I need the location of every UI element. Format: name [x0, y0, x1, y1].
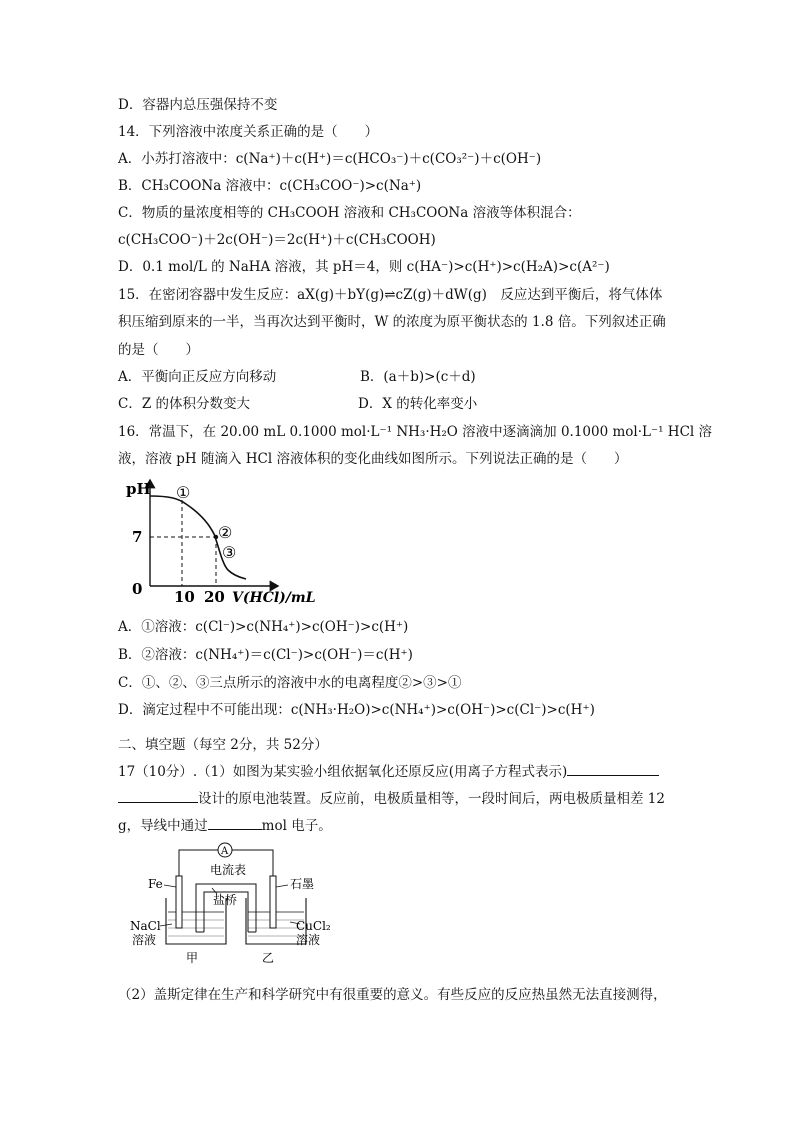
point-1-label: ① — [176, 483, 191, 502]
q16-option-a: A．①溶液：c(Cl⁻)>c(NH₄⁺)>c(OH⁻)>c(H⁺) — [118, 619, 409, 635]
x-tick-10: 10 — [174, 588, 195, 606]
q15-option-b: B．(a＋b)>(c＋d) — [360, 369, 476, 385]
q17-line2-text: 设计的原电池装置。反应前，电极质量相等，一段时间后，两电极质量相差 12 — [198, 791, 665, 807]
q13-option-d: D．容器内总压强保持不变 — [118, 97, 278, 113]
q14-option-d: D．0.1 mol/L 的 NaHA 溶液，其 pH＝4，则 c(HA⁻)>c(H⁺)>c(H₂A)>c(A²⁻) — [118, 259, 610, 275]
q15-stem-line2: 积压缩到原来的一半，当再次达到平衡时，W 的浓度为原平衡状态的 1.8 倍。下列叙述正确 — [118, 314, 666, 330]
ammeter-label: 电流表 — [210, 863, 247, 877]
q17-line3 — [118, 815, 332, 836]
q16-option-b: B．②溶液：c(NH₄⁺)＝c(Cl⁻)>c(OH⁻)＝c(H⁺) — [118, 647, 413, 663]
left-beaker-label: 甲 — [186, 951, 199, 965]
left-solution-label-1: NaCl — [130, 919, 161, 933]
salt-bridge-label: 盐桥 — [213, 893, 238, 907]
origin-label: 0 — [132, 580, 143, 598]
q14-option-c-line1: C．物质的量浓度相等的 CH₃COOH 溶液和 CH₃COONa 溶液等体积混合： — [118, 205, 581, 221]
q16-option-c: C．①、②、③三点所示的溶液中水的电离程度②>③>① — [118, 675, 462, 691]
left-electrode-label: Fe — [148, 877, 163, 891]
right-solution-label-2: 溶液 — [296, 933, 321, 947]
titration-curve-figure — [118, 474, 338, 610]
right-solution-label-1: CuCl₂ — [296, 919, 331, 933]
q15-stem-line1: 15．在密闭容器中发生反应：aX(g)＋bY(g)⇌cZ(g)＋dW(g) 反应达到平衡后，将气体体 — [118, 287, 663, 303]
q17-line2 — [118, 788, 665, 809]
q14-option-b: B．CH₃COONa 溶液中：c(CH₃COO⁻)>c(Na⁺) — [118, 178, 422, 194]
q15-option-a: A．平衡向正反应方向移动 — [118, 369, 277, 385]
graphite-electrode — [270, 876, 276, 928]
fe-electrode — [176, 876, 182, 928]
point-3-label: ③ — [222, 543, 237, 562]
galvanic-cell-figure — [130, 840, 340, 968]
q17-line1 — [118, 761, 659, 782]
y-tick-7: 7 — [132, 528, 143, 546]
q16-option-d: D．滴定过程中不可能出现：c(NH₃·H₂O)>c(NH₄⁺)>c(OH⁻)>c(Cl⁻)>c(H⁺) — [118, 702, 595, 718]
q14-option-a: A．小苏打溶液中：c(Na⁺)＋c(H⁺)＝c(HCO₃⁻)＋c(CO₃²⁻)＋c(OH⁻) — [118, 151, 542, 167]
ammeter-symbol: A — [221, 846, 229, 857]
q15-option-c: C．Z 的体积分数变大 — [118, 396, 251, 412]
section-title: 二、填空题（每空 2分，共 52分） — [118, 737, 328, 753]
q15-stem-line3: 的是（ ） — [118, 342, 199, 358]
q17-answer-blank-2[interactable] — [208, 815, 262, 830]
q16-stem-line1: 16．常温下，在 20.00 mL 0.1000 mol·L⁻¹ NH₃·H₂O 溶液中逐滴滴加 0.1000 mol·L⁻¹ HCl 溶 — [118, 424, 713, 440]
q17-line1-text: 17（10分）.（1）如图为某实验小组依据氧化还原反应(用离子方程式表示) — [118, 764, 568, 780]
q17-line3-text-a: g，导线中通过 — [118, 818, 208, 834]
q14-stem: 14．下列溶液中浓度关系正确的是（ ） — [118, 124, 379, 140]
q16-stem-line2: 液，溶液 pH 随滴入 HCl 溶液体积的变化曲线如图所示。下列说法正确的是（ ） — [118, 451, 628, 467]
q17-part2-line1: （2）盖斯定律在生产和科学研究中有很重要的意义。有些反应的反应热虽然无法直接测得， — [118, 987, 667, 1003]
q17-answer-blank-1a[interactable] — [567, 761, 659, 776]
q17-line3-text-b: mol 电子。 — [261, 818, 332, 834]
q14-option-c-line2: c(CH₃COO⁻)＋2c(OH⁻)＝2c(H⁺)＋c(CH₃COOH) — [118, 232, 436, 248]
x-tick-20: 20 — [204, 588, 225, 606]
x-axis-label: V(HCl)/mL — [232, 590, 316, 606]
point-2-label: ② — [218, 523, 233, 542]
q17-answer-blank-1b[interactable] — [118, 788, 198, 803]
q15-option-d: D．X 的转化率变小 — [358, 396, 478, 412]
right-beaker-label: 乙 — [262, 951, 275, 965]
left-solution-label-2: 溶液 — [132, 933, 157, 947]
y-axis-label: pH — [126, 480, 151, 498]
right-electrode-label: 石墨 — [290, 877, 315, 891]
